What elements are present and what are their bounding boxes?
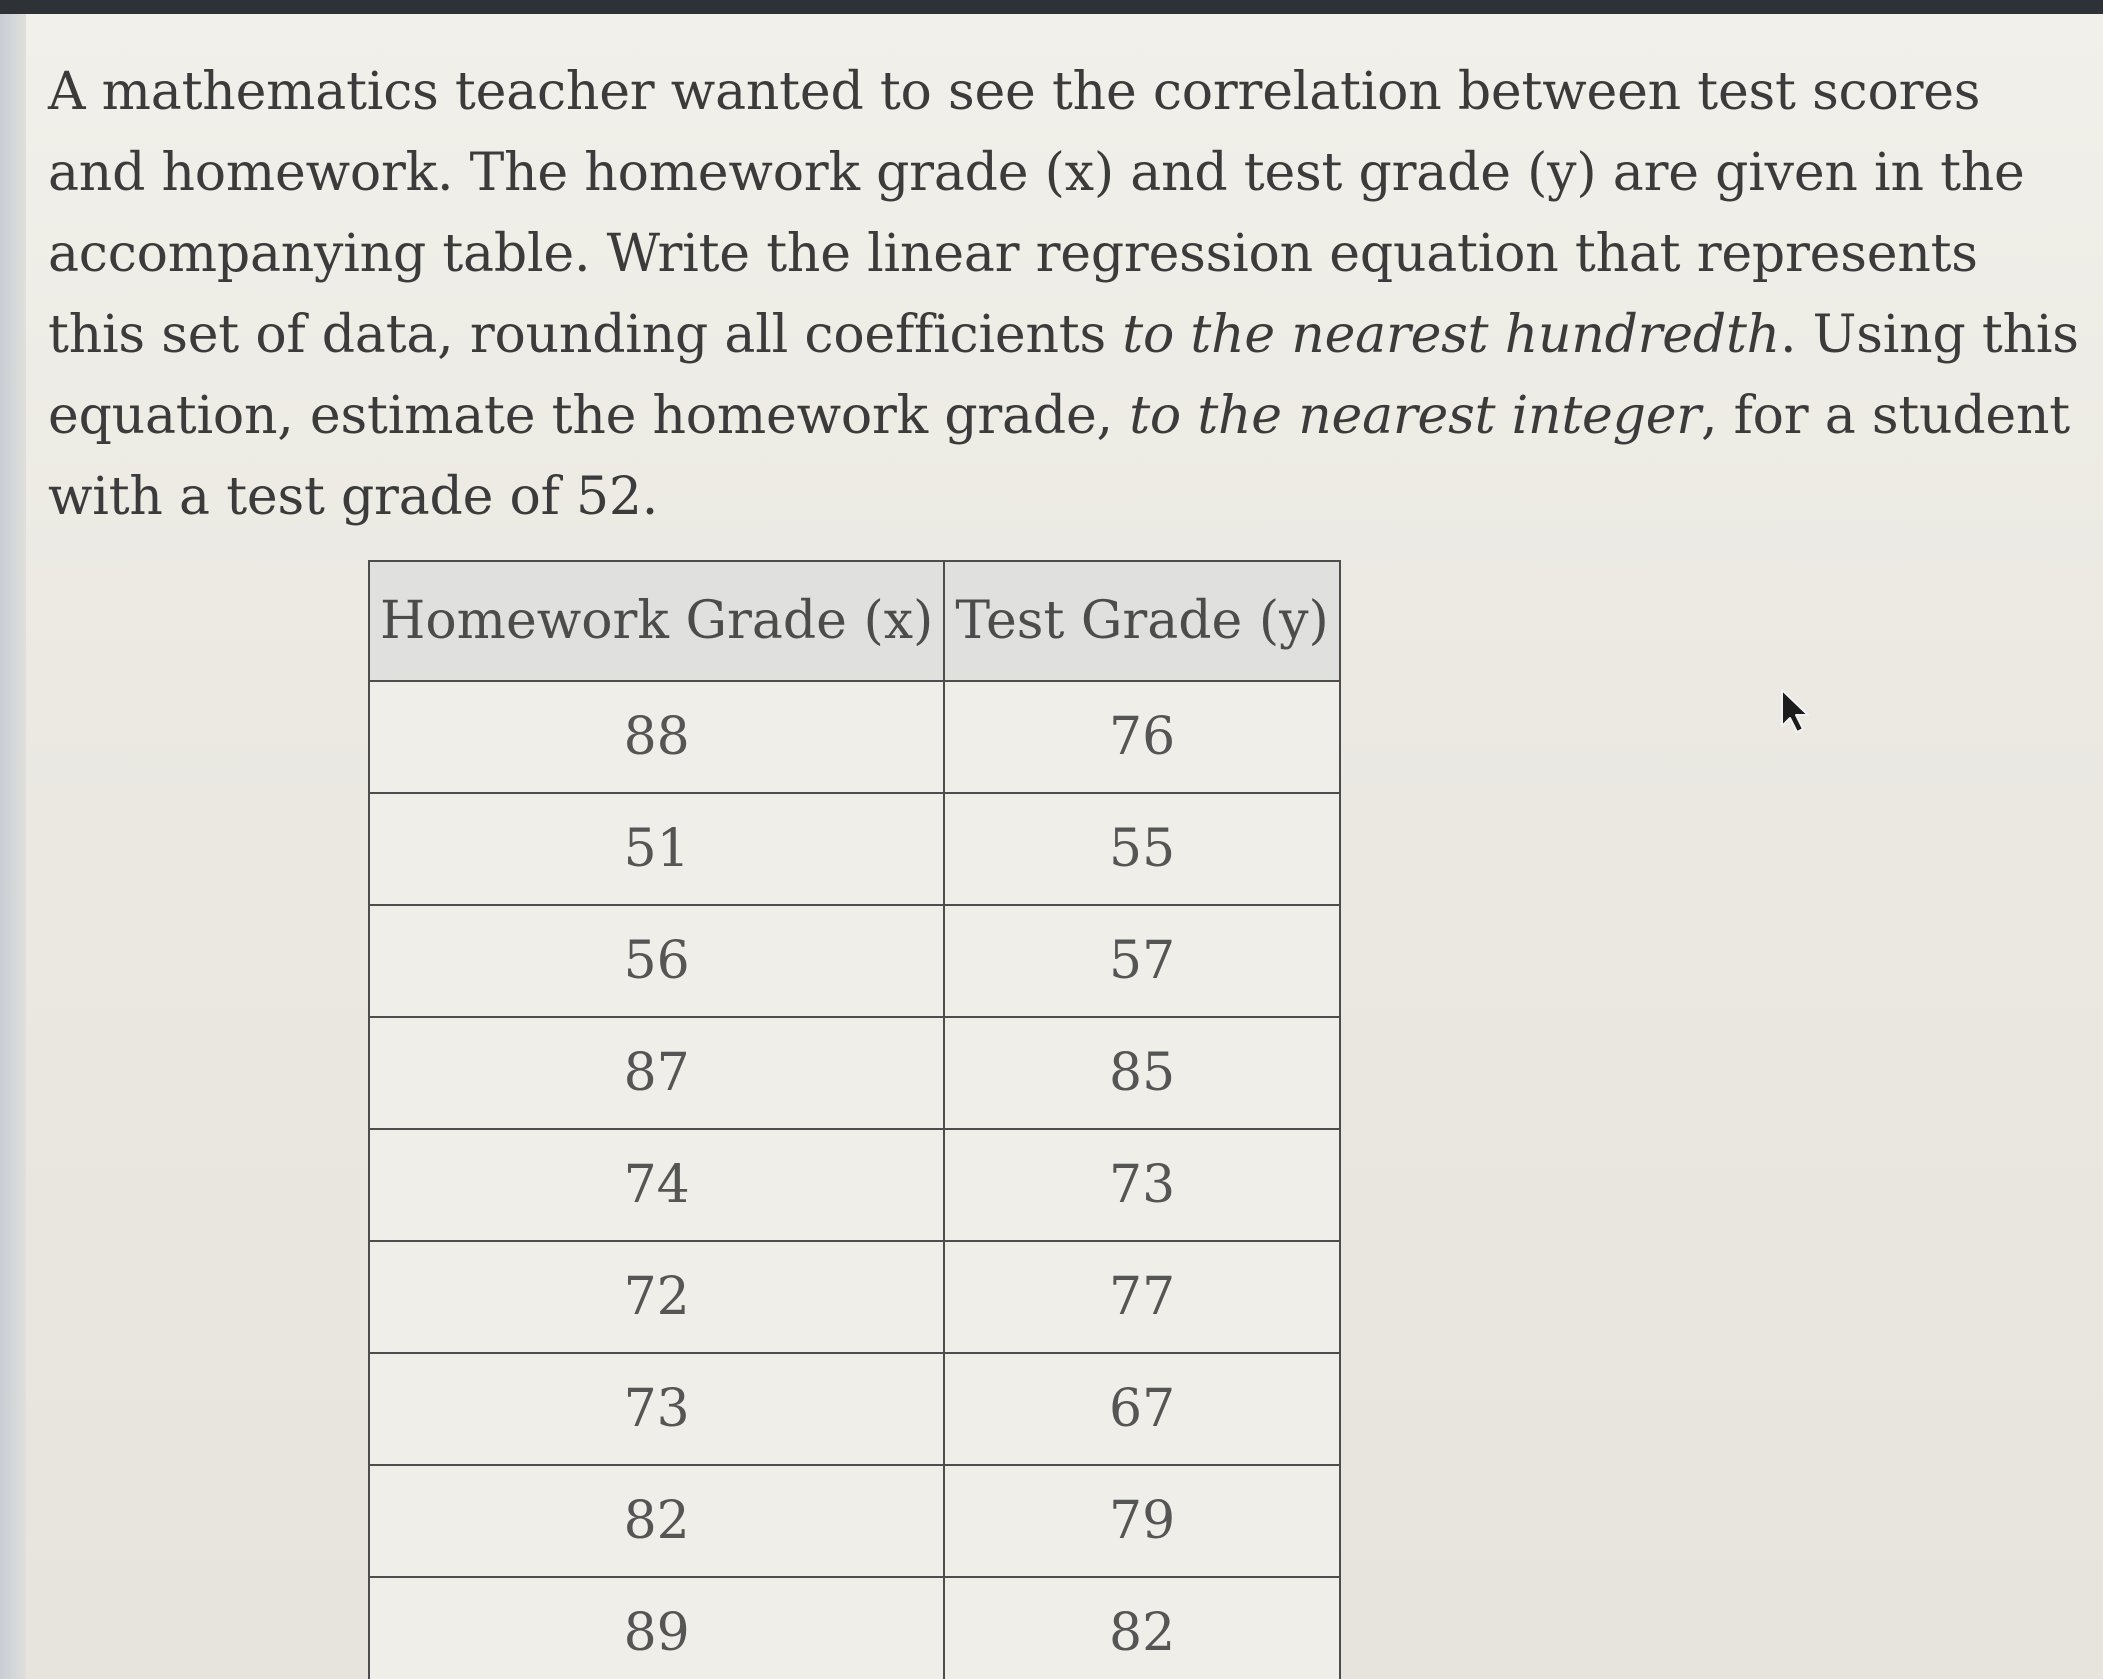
cell-homework-grade: 74 <box>369 1129 944 1241</box>
question-emphasis-hundredth: to the nearest hundredth <box>1122 305 1780 365</box>
cell-test-grade: 82 <box>944 1577 1339 1679</box>
header-test-grade: Test Grade (y) <box>944 561 1339 681</box>
cell-homework-grade: 88 <box>369 681 944 793</box>
data-table <box>368 560 1341 1679</box>
cell-homework-grade: 72 <box>369 1241 944 1353</box>
table-header-row <box>369 561 1340 681</box>
question-part-2: . Using this equation, estimate the homework grade, <box>48 305 2079 446</box>
cell-test-grade: 79 <box>944 1465 1339 1577</box>
cell-test-grade: 55 <box>944 793 1339 905</box>
cell-homework-grade: 56 <box>369 905 944 1017</box>
table-row <box>369 1129 1340 1241</box>
question-part-3: , for a student with a test grade of 52. <box>48 386 2070 527</box>
mouse-pointer-icon <box>1778 688 1812 734</box>
header-homework-grade: Homework Grade (x) <box>369 561 944 681</box>
top-bezel-bar <box>0 0 2103 14</box>
question-emphasis-integer: to the nearest integer <box>1129 386 1701 446</box>
question-part-1: A mathematics teacher wanted to see the correlation between test scores and homework. The homework grade (x) and test grade (y) are given in the accompanying table. Write the linear regression equation that represents this set of data, rounding all coefficients <box>48 62 2025 365</box>
cell-test-grade: 76 <box>944 681 1339 793</box>
left-screen-edge <box>0 14 26 1679</box>
table-row <box>369 1017 1340 1129</box>
cell-test-grade: 57 <box>944 905 1339 1017</box>
table-row <box>369 1465 1340 1577</box>
cell-homework-grade: 89 <box>369 1577 944 1679</box>
cell-test-grade: 85 <box>944 1017 1339 1129</box>
table-row <box>369 793 1340 905</box>
table-row <box>369 681 1340 793</box>
cell-test-grade: 67 <box>944 1353 1339 1465</box>
cell-homework-grade: 73 <box>369 1353 944 1465</box>
cell-homework-grade: 82 <box>369 1465 944 1577</box>
table-row <box>369 905 1340 1017</box>
cell-test-grade: 77 <box>944 1241 1339 1353</box>
table-row <box>369 1353 1340 1465</box>
cell-homework-grade: 87 <box>369 1017 944 1129</box>
table-row <box>369 1241 1340 1353</box>
cell-test-grade: 73 <box>944 1129 1339 1241</box>
table-row <box>369 1577 1340 1679</box>
cell-homework-grade: 51 <box>369 793 944 905</box>
question-text <box>48 52 2088 538</box>
